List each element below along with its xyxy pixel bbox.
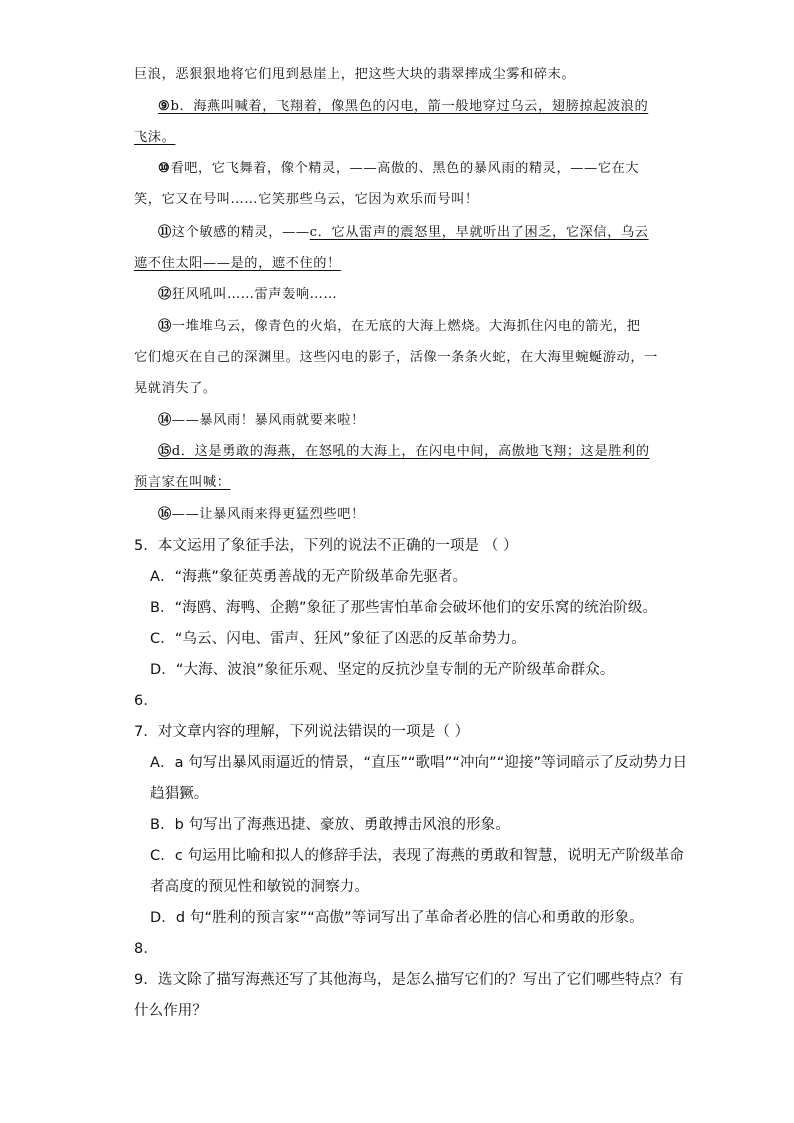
paragraph-number: ⑮: [158, 444, 172, 459]
paragraph-number: ⑯: [158, 507, 172, 522]
p12-text: 狂风吼叫……雷声轰响……: [171, 287, 338, 302]
question-7-option-b: B．b 句写出了海燕迅捷、豪放、勇敢搏击风浪的形象。: [150, 817, 510, 833]
paragraph-number: ⑭: [158, 413, 172, 428]
question-6: 6．: [134, 693, 158, 709]
passage-p14: [158, 410, 365, 432]
question-9-line2: 什么作用？: [134, 1003, 207, 1019]
question-7-option-a-line2: 趋猖獗。: [150, 786, 209, 802]
p10-text: 看吧，它飞舞着，像个精灵，——高傲的、黑色的暴风雨的精灵，——它在大: [170, 161, 640, 176]
passage-p11-line2: 遮不住太阳——是的，遮不住的！: [134, 256, 341, 271]
passage-p16: [158, 504, 365, 526]
passage-p15-line2: 预言家在叫喊：: [134, 475, 231, 490]
passage-p9-line2: 飞沫。: [134, 130, 176, 145]
question-7-option-a-line1: A．a 句写出暴风雨逼近的情景，“直压”“歌唱”“冲向”“迎接”等词暗示了反动势力日: [150, 755, 688, 771]
paragraph-number: ⑩: [158, 161, 171, 176]
paragraph-number: ⑪: [158, 225, 172, 240]
question-5-option-c: C．“乌云、闪电、雷声、狂风”象征了凶恶的反革命势力。: [150, 631, 526, 647]
question-7-option-c-line1: C．c 句运用比喻和拟人的修辞手法，表现了海燕的勇敢和智慧，说明无产阶级革命: [150, 848, 685, 864]
question-5-stem: 5．本文运用了象征手法，下列的说法不正确的一项是 （ ）: [134, 538, 518, 554]
passage-p8-continued: 巨浪，恶狠狠地将它们甩到悬崖上，把这些大块的翡翠摔成尘雾和碎末。: [134, 67, 576, 82]
question-5-option-d: D．“大海、波浪”象征乐观、坚定的反抗沙皇专制的无产阶级革命群众。: [150, 662, 615, 678]
p11-text-plain: 这个敏感的精灵，——: [171, 225, 310, 240]
question-8: 8．: [134, 941, 158, 957]
p16-text: ——让暴风雨来得更猛烈些吧！: [171, 507, 365, 522]
paragraph-number: ⑫: [158, 287, 172, 302]
question-7-option-d: D．d 句“胜利的预言家”“高傲”等词写出了革命者必胜的信心和勇敢的形象。: [150, 910, 644, 926]
passage-p13-line3: 晃就消失了。: [134, 381, 217, 396]
paragraph-number: ⑨: [158, 99, 171, 114]
passage-p10-line2: 笑，它又在号叫……它笑那些乌云，它因为欢乐而号叫！: [134, 192, 479, 207]
passage-p10-line1: [158, 158, 639, 180]
question-5-option-b: B．“海鸥、海鸭、企鹅”象征了那些害怕革命会破坏他们的安乐窝的统治阶级。: [150, 600, 658, 616]
passage-p9-line1: [158, 96, 648, 118]
p11-text-underlined: c．它从雷声的震怒里，早就听出了困乏，它深信，乌云: [309, 225, 649, 240]
question-7-stem: 7．对文章内容的理解，下列说法错误的一项是（ ）: [134, 724, 470, 740]
paragraph-number: ⑬: [158, 319, 172, 334]
p15-text: d．这是勇敢的海燕，在怒吼的大海上，在闪电中间，高傲地飞翔；这是胜利的: [171, 444, 650, 459]
question-7-option-c-line2: 者高度的预见性和敏锐的洞察力。: [150, 879, 369, 895]
p9-text: b．海燕叫喊着，飞翔着，像黑色的闪电，箭一般地穿过乌云，翅膀掠起波浪的: [170, 99, 649, 114]
question-9-line1: 9．选文除了描写海燕还写了其他海鸟，是怎么描写它们的？写出了它们哪些特点？有: [134, 972, 684, 988]
passage-p12: [158, 284, 337, 306]
passage-p15-line1: [158, 441, 650, 463]
passage-p13-line2: 它们熄灭在自己的深渊里。这些闪电的影子，活像一条条火蛇，在大海里蜿蜒游动，一: [134, 350, 658, 365]
passage-p11-line1: [158, 222, 649, 244]
question-5-option-a: A．“海燕”象征英勇善战的无产阶级革命先驱者。: [150, 569, 468, 585]
passage-p13-line1: [158, 316, 641, 338]
p13-text: 一堆堆乌云，像青色的火焰，在无底的大海上燃烧。大海抓住闪电的箭光，把: [171, 319, 641, 334]
p14-text: ——暴风雨！暴风雨就要来啦！: [171, 413, 365, 428]
